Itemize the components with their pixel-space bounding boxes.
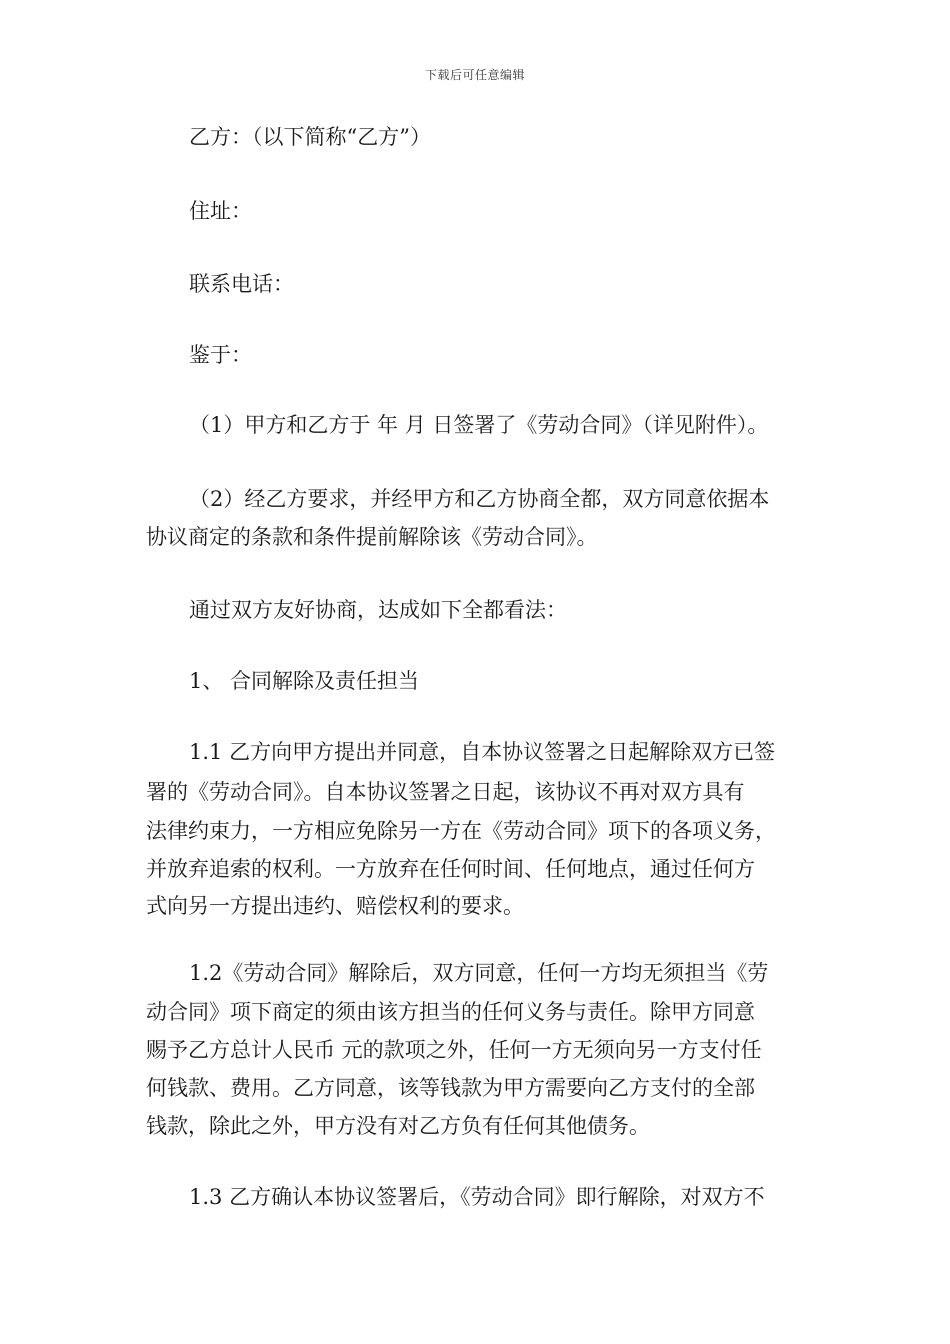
clause-1-1-line-5: 式向另一方提出违约、赔偿权利的要求。 <box>146 894 524 918</box>
clause-1-2-line-4: 何钱款、费用。乙方同意，该等钱款为甲方需要向乙方支付的全部 <box>146 1076 755 1100</box>
clause-1-2-line-2: 动合同》项下商定的须由该方担当的任何义务与责任。除甲方同意 <box>146 1000 755 1024</box>
whereas-heading: 鉴于： <box>189 343 252 367</box>
page-header: 下载后可任意编辑 <box>424 68 525 82</box>
clause-1-1-line-2: 署的《劳动合同》。自本协议签署之日起，该协议不再对双方具有 <box>146 780 745 804</box>
whereas-item-2-line-1: （2）经乙方要求，并经甲方和乙方协商全都，双方同意依据本 <box>189 487 770 511</box>
clause-1-1-line-3: 法律约束力，一方相应免除另一方在《劳动合同》项下的各项义务， <box>146 819 776 843</box>
party-b-line: 乙方：（以下简称“乙方”） <box>189 125 431 149</box>
section-1-heading: 1、 合同解除及责任担当 <box>189 669 420 693</box>
clause-1-2-line-3: 赐予乙方总计人民币 元的款项之外，任何一方无须向另一方支付任 <box>146 1038 762 1062</box>
clause-1-2-line-5: 钱款，除此之外，甲方没有对乙方负有任何其他债务。 <box>146 1114 650 1138</box>
clause-1-1-line-4: 并放弃追索的权利。一方放弃在任何时间、任何地点，通过任何方 <box>146 857 755 881</box>
phone-line: 联系电话： <box>189 272 294 296</box>
clause-1-1-line-1: 1.1 乙方向甲方提出并同意，自本协议签署之日起解除双方已签 <box>189 740 776 764</box>
clause-1-2-line-1: 1.2《劳动合同》解除后，双方同意，任何一方均无须担当《劳 <box>189 961 769 985</box>
agreement-intro: 通过双方友好协商，达成如下全都看法： <box>189 598 567 622</box>
address-line: 住址： <box>189 199 252 223</box>
whereas-item-2-line-2: 协议商定的条款和条件提前解除该《劳动合同》。 <box>146 525 598 549</box>
clause-1-3-line-1: 1.3 乙方确认本协议签署后，《劳动合同》即行解除，对双方不 <box>189 1185 765 1209</box>
whereas-item-1: （1）甲方和乙方于 年 月 日签署了《劳动合同》（详见附件）。 <box>189 413 769 437</box>
